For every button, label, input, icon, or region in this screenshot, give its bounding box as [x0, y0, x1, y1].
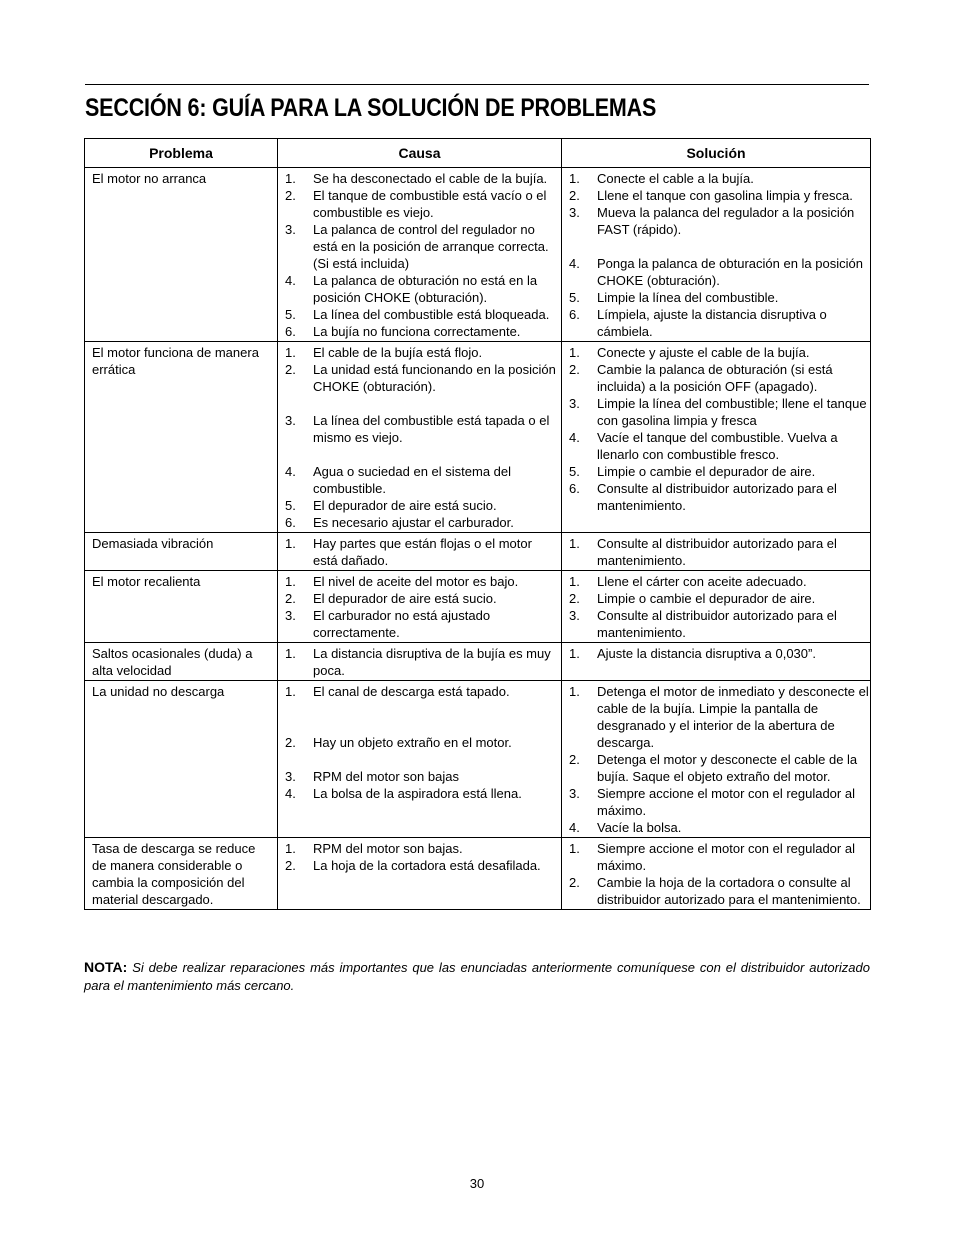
- problem-cell: Tasa de descarga se reduce de manera considerable o cambia la composición del material descargado.: [85, 838, 278, 910]
- cause-list: [278, 645, 561, 679]
- solution-text: Limpie la línea del combustible; llene el tanque con gasolina limpia y fresca: [597, 396, 867, 428]
- cause-text: El cable de la bujía está flojo.: [313, 345, 483, 360]
- page-number: 30: [469, 1176, 485, 1191]
- note: [84, 958, 870, 995]
- solution-item: [562, 573, 870, 590]
- solution-text: Cambie la palanca de obturación (si está incluida) a la posición OFF (apagado).: [597, 362, 833, 394]
- cause-item: [278, 683, 561, 700]
- solution-text: Consulte al distribuidor autorizado para el mantenimiento.: [597, 608, 837, 640]
- solution-number: 2.: [569, 875, 580, 890]
- solution-text: Limpie la línea del combustible.: [597, 290, 779, 305]
- cause-item: [278, 590, 561, 607]
- solution-number: 1.: [569, 171, 580, 186]
- table-row: [85, 571, 871, 643]
- cause-text: La palanca de obturación no está en la posición CHOKE (obturación).: [313, 273, 538, 305]
- cause-text: El carburador no está ajustado correctamente.: [313, 608, 491, 640]
- cause-text: La palanca de control del regulador no está en la posición de arranque correcta. (Si está incluida): [313, 222, 549, 271]
- cause-number: 3.: [285, 769, 296, 784]
- solution-item: [562, 255, 870, 289]
- solution-list: [562, 683, 870, 836]
- solution-number: 6.: [569, 307, 580, 322]
- cause-cell: [278, 681, 562, 838]
- cause-number: 2.: [285, 735, 296, 750]
- solution-item: [562, 463, 870, 480]
- cause-text: La línea del combustible está tapada o el mismo es viejo.: [313, 413, 550, 445]
- solution-cell: [562, 681, 871, 838]
- table-row: [85, 838, 871, 910]
- solution-item: [562, 683, 870, 751]
- table-row: [85, 342, 871, 533]
- solution-text: Conecte y ajuste el cable de la bujía.: [597, 345, 810, 360]
- cause-number: 1.: [285, 536, 296, 551]
- cause-item: [278, 840, 561, 857]
- table-row: [85, 681, 871, 838]
- cause-item: [278, 187, 561, 221]
- cause-number: 1.: [285, 646, 296, 661]
- solution-cell: [562, 342, 871, 533]
- cause-number: 6.: [285, 324, 296, 339]
- solution-number: 2.: [569, 591, 580, 606]
- problem-cell: El motor no arranca: [85, 168, 278, 342]
- cause-cell: [278, 571, 562, 643]
- header-causa: Causa: [278, 139, 562, 168]
- solution-item: [562, 751, 870, 785]
- solution-number: 3.: [569, 396, 580, 411]
- cause-text: Es necesario ajustar el carburador.: [313, 515, 514, 530]
- cause-cell: [278, 533, 562, 571]
- solution-item: [562, 361, 870, 395]
- solution-cell: [562, 571, 871, 643]
- problem-cell: El motor recalienta: [85, 571, 278, 643]
- cause-number: 3.: [285, 222, 296, 237]
- problem-cell: Saltos ocasionales (duda) a alta velocidad: [85, 643, 278, 681]
- note-text: Si debe realizar reparaciones más importantes que las enunciadas anteriormente comuníquese con el distribuidor autorizado para el mantenimiento más cercano.: [84, 960, 870, 993]
- cause-cell: [278, 342, 562, 533]
- solution-number: 4.: [569, 256, 580, 271]
- solution-item: [562, 187, 870, 204]
- cause-number: 4.: [285, 464, 296, 479]
- solution-item: [562, 480, 870, 514]
- cause-item: [278, 573, 561, 590]
- cause-number: 5.: [285, 307, 296, 322]
- cause-number: 4.: [285, 786, 296, 801]
- cause-list: [278, 344, 561, 531]
- cause-list: [278, 170, 561, 340]
- cause-item: [278, 785, 561, 802]
- solution-number: 1.: [569, 646, 580, 661]
- cause-text: El depurador de aire está sucio.: [313, 498, 497, 513]
- solution-number: 2.: [569, 362, 580, 377]
- cause-list: [278, 683, 561, 802]
- solution-text: Límpiela, ajuste la distancia disruptiva o cámbiela.: [597, 307, 827, 339]
- solution-number: 1.: [569, 841, 580, 856]
- cause-text: Hay un objeto extraño en el motor.: [313, 735, 512, 750]
- solution-text: Limpie o cambie el depurador de aire.: [597, 591, 816, 606]
- solution-text: Vacíe la bolsa.: [597, 820, 682, 835]
- cause-item: [278, 768, 561, 785]
- solution-text: Llene el cárter con aceite adecuado.: [597, 574, 807, 589]
- solution-list: [562, 170, 870, 340]
- cause-item: [278, 272, 561, 306]
- cause-text: La distancia disruptiva de la bujía es muy poca.: [313, 646, 551, 678]
- cause-number: 1.: [285, 171, 296, 186]
- cause-text: RPM del motor son bajas.: [313, 841, 463, 856]
- solution-number: 4.: [569, 430, 580, 445]
- section-title: SECCIÓN 6: GUÍA PARA LA SOLUCIÓN DE PROBLEMAS: [85, 94, 657, 122]
- solution-text: Consulte al distribuidor autorizado para el mantenimiento.: [597, 536, 837, 568]
- cause-item: [278, 857, 561, 874]
- solution-cell: [562, 838, 871, 910]
- solution-item: [562, 785, 870, 819]
- solution-item: [562, 874, 870, 908]
- solution-text: Vacíe el tanque del combustible. Vuelva a llenarlo con combustible fresco.: [597, 430, 838, 462]
- cause-number: 2.: [285, 362, 296, 377]
- solution-number: 1.: [569, 574, 580, 589]
- solution-list: [562, 573, 870, 641]
- solution-number: 5.: [569, 290, 580, 305]
- cause-item: [278, 170, 561, 187]
- cause-item: [278, 607, 561, 641]
- solution-cell: [562, 643, 871, 681]
- table-header-row: [85, 139, 871, 168]
- cause-item: [278, 514, 561, 531]
- solution-item: [562, 170, 870, 187]
- solution-item: [562, 590, 870, 607]
- cause-number: 3.: [285, 608, 296, 623]
- solution-text: Detenga el motor y desconecte el cable de la bujía. Saque el objeto extraño del motor.: [597, 752, 858, 784]
- solution-item: [562, 344, 870, 361]
- solution-number: 1.: [569, 536, 580, 551]
- solution-list: [562, 344, 870, 514]
- solution-text: Cambie la hoja de la cortadora o consulte al distribuidor autorizado para el mantenimiento.: [597, 875, 861, 907]
- cause-list: [278, 840, 561, 874]
- solution-item: [562, 840, 870, 874]
- cause-item: [278, 306, 561, 323]
- problem-cell: La unidad no descarga: [85, 681, 278, 838]
- cause-text: Hay partes que están flojas o el motor está dañado.: [313, 536, 532, 568]
- solution-number: 5.: [569, 464, 580, 479]
- solution-item: [562, 306, 870, 340]
- solution-text: Detenga el motor de inmediato y desconecte el cable de la bujía. Limpie la pantalla de desgranado y el interior de la abertura de descarga.: [597, 684, 869, 750]
- solution-number: 3.: [569, 205, 580, 220]
- table-row: [85, 643, 871, 681]
- cause-number: 2.: [285, 858, 296, 873]
- solution-item: [562, 204, 870, 238]
- solution-item: [562, 819, 870, 836]
- cause-number: 1.: [285, 345, 296, 360]
- cause-item: [278, 497, 561, 514]
- problem-cell: Demasiada vibración: [85, 533, 278, 571]
- solution-number: 1.: [569, 684, 580, 699]
- header-solucion: Solución: [562, 139, 871, 168]
- cause-number: 4.: [285, 273, 296, 288]
- cause-number: 3.: [285, 413, 296, 428]
- solution-item: [562, 289, 870, 306]
- cause-item: [278, 645, 561, 679]
- cause-number: 6.: [285, 515, 296, 530]
- solution-item: [562, 429, 870, 463]
- solution-number: 2.: [569, 752, 580, 767]
- solution-text: Ponga la palanca de obturación en la posición CHOKE (obturación).: [597, 256, 863, 288]
- cause-list: [278, 535, 561, 569]
- cause-number: 2.: [285, 591, 296, 606]
- solution-item: [562, 645, 870, 662]
- solution-text: Conecte el cable a la bujía.: [597, 171, 754, 186]
- solution-list: [562, 645, 870, 662]
- solution-number: 2.: [569, 188, 580, 203]
- solution-text: Consulte al distribuidor autorizado para el mantenimiento.: [597, 481, 837, 513]
- problem-cell: El motor funciona de manera errática: [85, 342, 278, 533]
- table-row: [85, 168, 871, 342]
- solution-number: 3.: [569, 608, 580, 623]
- cause-cell: [278, 838, 562, 910]
- cause-item: [278, 463, 561, 497]
- solution-item: [562, 395, 870, 429]
- cause-item: [278, 344, 561, 361]
- solution-number: 3.: [569, 786, 580, 801]
- cause-text: El depurador de aire está sucio.: [313, 591, 497, 606]
- cause-number: 2.: [285, 188, 296, 203]
- cause-text: El tanque de combustible está vacío o el combustible es viejo.: [313, 188, 547, 220]
- cause-text: La hoja de la cortadora está desafilada.: [313, 858, 541, 873]
- solution-item: [562, 535, 870, 569]
- solution-text: Mueva la palanca del regulador a la posición FAST (rápido).: [597, 205, 855, 237]
- cause-number: 5.: [285, 498, 296, 513]
- cause-text: Se ha desconectado el cable de la bujía.: [313, 171, 548, 186]
- cause-number: 1.: [285, 574, 296, 589]
- cause-number: 1.: [285, 841, 296, 856]
- cause-text: La línea del combustible está bloqueada.: [313, 307, 550, 322]
- cause-item: [278, 361, 561, 395]
- cause-item: [278, 734, 561, 751]
- solution-number: 4.: [569, 820, 580, 835]
- cause-item: [278, 535, 561, 569]
- cause-cell: [278, 643, 562, 681]
- solution-text: Siempre accione el motor con el regulador al máximo.: [597, 786, 855, 818]
- cause-text: RPM del motor son bajas: [313, 769, 459, 784]
- cause-cell: [278, 168, 562, 342]
- header-rule: [85, 84, 869, 85]
- cause-number: 1.: [285, 684, 296, 699]
- cause-item: [278, 221, 561, 272]
- solution-text: Siempre accione el motor con el regulador al máximo.: [597, 841, 855, 873]
- solution-item: [562, 607, 870, 641]
- solution-number: 6.: [569, 481, 580, 496]
- table-row: [85, 533, 871, 571]
- cause-item: [278, 323, 561, 340]
- troubleshooting-table: [84, 138, 871, 910]
- cause-text: Agua o suciedad en el sistema del combustible.: [313, 464, 512, 496]
- cause-text: La bolsa de la aspiradora está llena.: [313, 786, 522, 801]
- solution-list: [562, 840, 870, 908]
- cause-text: La unidad está funcionando en la posición CHOKE (obturación).: [313, 362, 556, 394]
- cause-text: La bujía no funciona correctamente.: [313, 324, 521, 339]
- cause-item: [278, 412, 561, 446]
- solution-cell: [562, 168, 871, 342]
- cause-text: El canal de descarga está tapado.: [313, 684, 510, 699]
- solution-text: Ajuste la distancia disruptiva a 0,030”.: [597, 646, 816, 661]
- solution-text: Llene el tanque con gasolina limpia y fresca.: [597, 188, 853, 203]
- solution-list: [562, 535, 870, 569]
- solution-cell: [562, 533, 871, 571]
- note-label: NOTA:: [84, 959, 128, 975]
- header-problema: Problema: [85, 139, 278, 168]
- cause-list: [278, 573, 561, 641]
- solution-text: Limpie o cambie el depurador de aire.: [597, 464, 816, 479]
- cause-text: El nivel de aceite del motor es bajo.: [313, 574, 519, 589]
- solution-number: 1.: [569, 345, 580, 360]
